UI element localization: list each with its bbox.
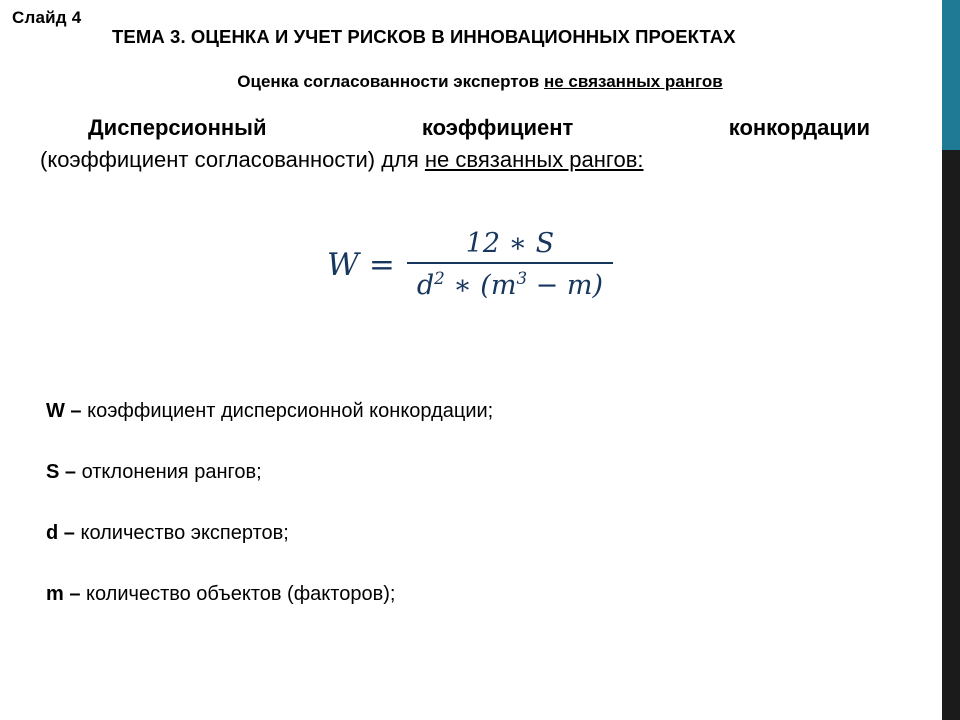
decorative-bar-dark: [942, 150, 960, 720]
symbol-legend-list: [46, 400, 906, 644]
slide-subtitle: [60, 72, 900, 92]
lead-line-2: [40, 144, 880, 176]
formula-den-m-exponent: 3: [516, 268, 528, 288]
list-item: [46, 400, 906, 423]
formula-block: [0, 228, 940, 301]
legend-description: коэффициент дисперсионной конкордации;: [81, 400, 494, 422]
list-item: [46, 583, 906, 606]
formula-den-d-exponent: 2: [434, 268, 445, 288]
list-item: [46, 461, 906, 484]
subtitle-underlined-text: не связанных рангов: [543, 72, 723, 91]
subtitle-plain-text: Оценка согласованности экспертов: [237, 72, 540, 91]
page-title: ТЕМА 3. ОЦЕНКА И УЧЕТ РИСКОВ В ИННОВАЦИОННЫХ ПРОЕКТАХ: [112, 26, 736, 47]
formula-den-mid: ∗ (m: [444, 270, 517, 301]
legend-symbol: W –: [46, 400, 82, 422]
list-item: [46, 522, 906, 545]
formula-left-side: W: [326, 246, 359, 283]
legend-symbol: S –: [46, 461, 77, 483]
formula-numerator: 12 ∗ S: [465, 228, 555, 259]
lead-line-1: Дисперсионный коэффициент конкордации: [88, 115, 870, 140]
legend-description: отклонения рангов;: [76, 461, 262, 483]
formula-equals-sign: =: [368, 246, 395, 283]
formula-denominator: [407, 264, 613, 301]
legend-description: количество объектов (факторов);: [80, 583, 396, 605]
legend-symbol: d –: [46, 522, 75, 544]
decorative-bar-teal: [942, 0, 960, 150]
formula-den-suffix: − m): [527, 270, 604, 301]
lead-paragraph: [40, 112, 880, 176]
legend-description: количество экспертов;: [74, 522, 289, 544]
lead-line-2-underlined: не связанных рангов:: [424, 146, 644, 172]
formula-den-d: d: [416, 270, 435, 301]
slide-number-label: Слайд 4: [12, 8, 82, 27]
formula-fraction: [407, 228, 613, 301]
decorative-bar-separator: [938, 0, 942, 720]
legend-symbol: m –: [46, 583, 81, 605]
formula-expression: [327, 228, 613, 301]
lead-line-2-plain: (коэффициент согласованности) для: [40, 146, 425, 172]
